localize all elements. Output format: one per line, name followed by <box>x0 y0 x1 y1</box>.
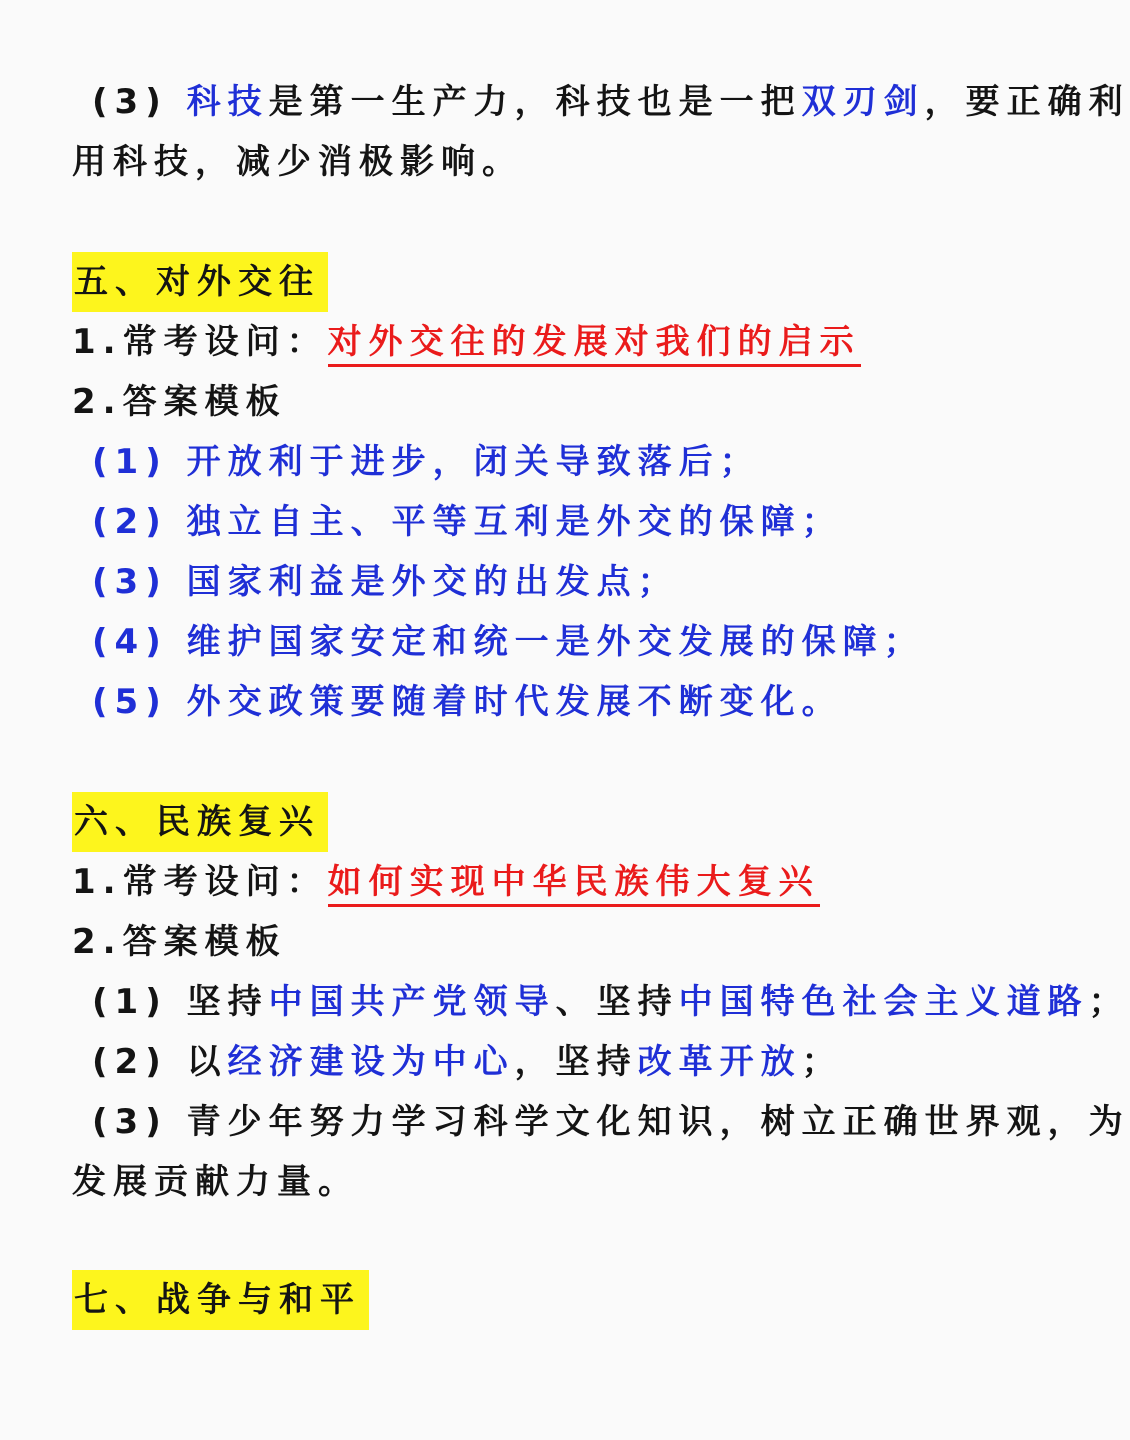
section-heading-foreign-relations: 五、对外交往 <box>72 252 328 312</box>
section6-answer-label: 2.答案模板 <box>72 922 287 962</box>
answer-text: ； <box>801 1042 843 1082</box>
question-label: 1.常考设问： <box>72 862 328 902</box>
keyword-double-edged-sword: 双刃剑 <box>801 82 925 122</box>
keyword: 经济建设为中心 <box>227 1042 515 1082</box>
section6-answer-item-3: (3) 青少年努力学习科学文化知识，树立正确世界观，为 <box>92 1102 1130 1142</box>
section-heading-war-and-peace: 七、战争与和平 <box>72 1270 369 1330</box>
section5-question <box>72 312 861 372</box>
answer-text: 、坚持 <box>555 982 679 1022</box>
intro-line-2: 用科技，减少消极影响。 <box>72 142 523 182</box>
keyword: 中国共产党领导 <box>268 982 556 1022</box>
intro-line-1 <box>92 72 1130 132</box>
section6-question <box>72 852 820 912</box>
answer-text: (2) 以 <box>92 1042 228 1082</box>
keyword: 改革开放 <box>637 1042 802 1082</box>
section-heading-national-rejuvenation: 六、民族复兴 <box>72 792 328 852</box>
question-text: 如何实现中华民族伟大复兴 <box>328 862 820 907</box>
intro-suffix: ，要正确利 <box>924 82 1130 122</box>
question-label: 1.常考设问： <box>72 322 328 362</box>
section5-answer-label: 2.答案模板 <box>72 382 287 422</box>
section6-answer-item-3-cont: 发展贡献力量。 <box>72 1162 359 1202</box>
keyword-tech: 科技 <box>186 82 269 122</box>
answer-text: ； <box>1088 982 1130 1022</box>
section5-answer-item: (4) 维护国家安定和统一是外交发展的保障； <box>92 622 925 662</box>
section6-answer-item-2 <box>92 1032 843 1092</box>
section5-answer-item: (2) 独立自主、平等互利是外交的保障； <box>92 502 843 542</box>
section5-answer-item: (1) 开放利于进步，闭关导致落后； <box>92 442 761 482</box>
section5-answer-item: (3) 国家利益是外交的出发点； <box>92 562 679 602</box>
section6-answer-item-1 <box>92 972 1130 1032</box>
answer-text: ，坚持 <box>514 1042 638 1082</box>
section5-answer-item: (5) 外交政策要随着时代发展不断变化。 <box>92 682 843 722</box>
question-text: 对外交往的发展对我们的启示 <box>328 322 861 367</box>
intro-prefix: (3) <box>92 82 187 122</box>
intro-mid: 是第一生产力，科技也是一把 <box>268 82 802 122</box>
keyword: 中国特色社会主义道路 <box>678 982 1089 1022</box>
answer-text: (1) 坚持 <box>92 982 269 1022</box>
